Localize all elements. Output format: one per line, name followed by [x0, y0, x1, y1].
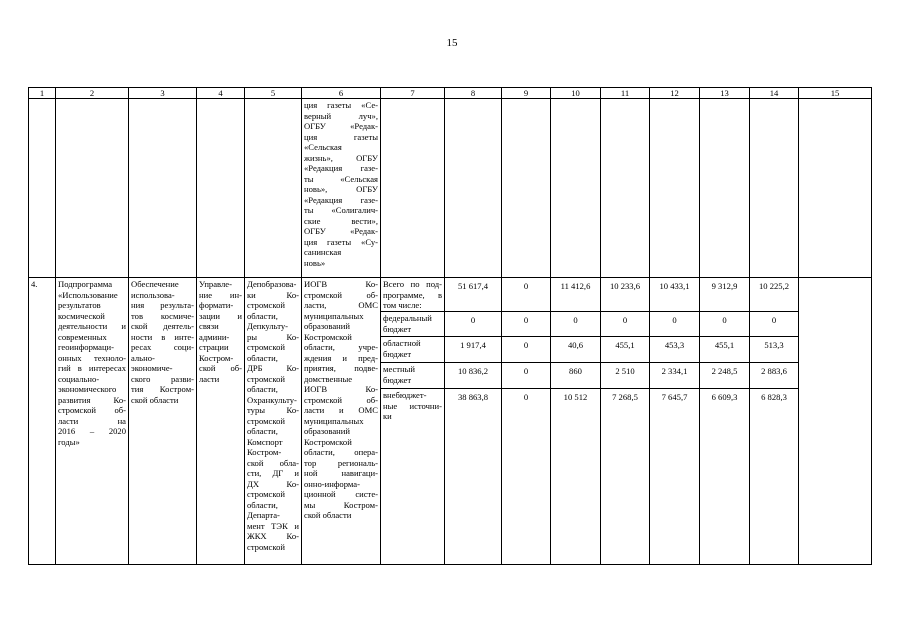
text-line: области, [247, 499, 278, 510]
value-cell: 453,3 [650, 337, 700, 363]
text-line: ция газеты [304, 131, 378, 142]
text-line: современных [58, 331, 107, 342]
text-line: ционной систе- [304, 489, 378, 499]
text-line: области, [247, 352, 278, 363]
text-line: внебюджет- [383, 390, 427, 400]
text-line: ского разви- [131, 373, 194, 384]
text-line: тор региональ- [304, 457, 378, 468]
text-line: ласти на [58, 415, 126, 426]
text-line: ние ин- [199, 289, 242, 300]
value-cell: 0 [650, 312, 700, 337]
text-line: приятия, подве- [304, 363, 378, 373]
text-line: стромской [247, 489, 285, 499]
value-cell: 0 [502, 312, 551, 337]
text-line: годы» [58, 436, 80, 447]
text-line: ские вести», [304, 215, 378, 226]
executors [302, 278, 381, 565]
column-number: 4 [197, 88, 245, 99]
column-number-row [29, 88, 872, 99]
cell [129, 99, 197, 278]
text-line: гий в интересах [58, 363, 126, 373]
text-line: геоинформаци- [58, 342, 115, 352]
continuation-row [29, 99, 872, 278]
value-cell: 10 225,2 [750, 278, 799, 312]
cell [551, 99, 601, 278]
text-line: бюджет [383, 348, 412, 359]
value-cell: 0 [445, 312, 502, 337]
column-number: 12 [650, 88, 700, 99]
text-line: «Редакция газе- [304, 163, 378, 173]
text-line: образований [304, 321, 350, 331]
text-line: сти, ДГ и [247, 468, 299, 478]
text-line: стромской об- [304, 394, 378, 405]
text-line: ресах соци- [131, 342, 194, 352]
column-number: 6 [302, 88, 381, 99]
row-number: 4. [29, 278, 56, 565]
text-line: ДХ Ко- [247, 478, 299, 489]
value-cell: 0 [502, 389, 551, 565]
text-line: Управле- [199, 279, 232, 289]
text-line: муниципальных [304, 310, 364, 321]
value-cell: 0 [750, 312, 799, 337]
source-label [381, 389, 445, 565]
value-cell: 7 268,5 [601, 389, 650, 565]
text-line: онных техноло- [58, 352, 126, 363]
value-cell: 10 433,1 [650, 278, 700, 312]
subprogram-name [56, 278, 129, 565]
value-cell: 860 [551, 363, 601, 389]
text-line: ки Ко- [247, 289, 299, 300]
text-line: экономиче- [131, 363, 173, 373]
text-line: жизнь», ОГБУ [304, 152, 378, 163]
value-cell: 10 512 [551, 389, 601, 565]
text-line: домственные [304, 373, 353, 384]
text-line: стромской об- [304, 289, 378, 300]
subprogram-goal [129, 278, 197, 565]
value-cell: 0 [502, 363, 551, 389]
text-line: программе, в [383, 289, 442, 300]
text-line: зации и [199, 310, 242, 321]
text-line: стромской [247, 373, 285, 384]
text-line: ция газеты «Се- [304, 100, 378, 110]
text-line: связи [199, 321, 219, 331]
text-line: том числе: [383, 300, 422, 310]
value-cell: 513,3 [750, 337, 799, 363]
text-line: тов космиче- [131, 310, 194, 321]
text-line: Костромской [304, 436, 352, 447]
text-line: ОГБУ «Редак- [304, 226, 378, 236]
value-cell: 38 863,8 [445, 389, 502, 565]
cell [650, 99, 700, 278]
text-line: экономического [58, 384, 117, 394]
source-label [381, 337, 445, 363]
text-line: стромской [247, 300, 285, 310]
text-line: областной [383, 338, 421, 348]
text-line: ской области [304, 510, 352, 520]
cell [700, 99, 750, 278]
value-cell: 2 510 [601, 363, 650, 389]
cell [56, 99, 129, 278]
value-cell: 2 248,5 [700, 363, 750, 389]
source-label [381, 278, 445, 312]
column-number: 14 [750, 88, 799, 99]
value-cell: 0 [502, 278, 551, 312]
value-cell: 6 609,3 [700, 389, 750, 565]
text-line: тия Костром- [131, 384, 194, 394]
value-cell: 2 334,1 [650, 363, 700, 389]
text-line: мент ТЭК и [247, 520, 299, 531]
text-line: ОГБУ «Редак- [304, 121, 378, 131]
column-number: 7 [381, 88, 445, 99]
text-line: новь», ОГБУ [304, 184, 378, 194]
text-line: ния результа- [131, 300, 194, 310]
column-number: 11 [601, 88, 650, 99]
text-line: ждения и пред- [304, 352, 378, 363]
text-line: санинская [304, 247, 342, 257]
text-line: 2016 – 2020 [58, 426, 126, 436]
executors-continuation [302, 99, 381, 278]
text-line: ально- [131, 352, 155, 363]
text-line: ные источни- [383, 400, 442, 411]
text-line: «Сельская [304, 142, 342, 152]
column-number: 13 [700, 88, 750, 99]
cell [601, 99, 650, 278]
text-line: ты «Солигалич- [304, 205, 378, 215]
text-line: «Использование [58, 289, 118, 300]
value-cell: 0 [601, 312, 650, 337]
text-line: Всего по под- [383, 279, 442, 289]
text-line: деятельности и [58, 321, 126, 331]
column-number: 9 [502, 88, 551, 99]
text-line: стромской [247, 415, 285, 426]
text-line: ки [383, 411, 392, 421]
column-number: 8 [445, 88, 502, 99]
cell [29, 99, 56, 278]
value-cell: 11 412,6 [551, 278, 601, 312]
source-label [381, 312, 445, 337]
text-line: образований [304, 426, 350, 436]
text-line: верный луч», [304, 110, 378, 121]
text-line: ласти, ОМС [304, 300, 378, 310]
text-line: ласти и ОМС [304, 405, 378, 415]
text-line: ной навигаци- [304, 468, 378, 478]
value-cell: 0 [502, 337, 551, 363]
text-line: новь» [304, 257, 326, 268]
text-line: ты «Сельская [304, 173, 378, 184]
text-line: ция газеты «Су- [304, 236, 378, 247]
text-line: «Редакция газе- [304, 194, 378, 205]
text-line: Департа- [247, 510, 280, 520]
value-cell: 2 883,6 [750, 363, 799, 389]
text-line: Подпрограмма [58, 279, 113, 289]
cell [197, 99, 245, 278]
text-line: ской области [131, 394, 179, 405]
text-line: ЖКХ Ко- [247, 531, 299, 541]
cell [245, 99, 302, 278]
text-line: страции [199, 342, 229, 352]
text-line: формати- [199, 300, 234, 310]
text-line: Охранкульту- [247, 394, 297, 405]
text-line: ДРБ Ко- [247, 363, 299, 373]
text-line: туры Ко- [247, 405, 299, 415]
text-line: онно-информа- [304, 478, 360, 489]
text-line: муниципальных [304, 415, 364, 426]
text-line: Костром- [199, 352, 234, 363]
text-line: ИОГВ Ко- [304, 384, 378, 394]
text-line: области, [247, 310, 278, 321]
column-number: 10 [551, 88, 601, 99]
column-number: 15 [799, 88, 872, 99]
cell [502, 99, 551, 278]
text-line: ской об- [199, 363, 242, 373]
text-line: бюджет [383, 323, 412, 334]
text-line: местный [383, 364, 416, 374]
text-line: Костром- [247, 447, 282, 457]
text-line: развития Ко- [58, 394, 126, 405]
text-line: стромской об- [58, 405, 126, 415]
text-line: Депкульту- [247, 321, 289, 331]
value-cell: 10 836,2 [445, 363, 502, 389]
budget-table [28, 87, 872, 565]
text-line: области, учре- [304, 342, 378, 352]
source-label [381, 363, 445, 389]
value-cell: 455,1 [700, 337, 750, 363]
text-line: ности в инте- [131, 331, 194, 342]
participants [245, 278, 302, 565]
text-line: Обеспечение [131, 279, 179, 289]
value-cell: 0 [700, 312, 750, 337]
value-cell: 1 917,4 [445, 337, 502, 363]
text-line: области, опера- [304, 447, 378, 457]
cell [750, 99, 799, 278]
text-line: бюджет [383, 374, 412, 385]
text-line: социально- [58, 373, 100, 384]
text-line: ИОГВ Ко- [304, 279, 378, 289]
value-cell: 9 312,9 [700, 278, 750, 312]
column-number: 2 [56, 88, 129, 99]
text-line: мы Костром- [304, 499, 378, 510]
page-number: 15 [446, 37, 458, 49]
column-number: 3 [129, 88, 197, 99]
cell [445, 99, 502, 278]
text-line: админи- [199, 331, 230, 342]
cell [799, 278, 872, 565]
text-line: области, [247, 384, 278, 394]
cell [381, 99, 445, 278]
value-cell: 0 [551, 312, 601, 337]
value-cell: 51 617,4 [445, 278, 502, 312]
text-line: использова- [131, 289, 175, 300]
value-cell: 7 645,7 [650, 389, 700, 565]
text-line: Комспорт [247, 436, 283, 447]
text-line: ской деятель- [131, 321, 194, 331]
value-cell: 40,6 [551, 337, 601, 363]
text-line: ской обла- [247, 457, 299, 468]
text-line: ласти [199, 373, 220, 384]
text-line: космической [58, 310, 105, 321]
column-number: 1 [29, 88, 56, 99]
value-cell: 10 233,6 [601, 278, 650, 312]
column-number: 5 [245, 88, 302, 99]
cell [799, 99, 872, 278]
text-line: стромской [247, 342, 285, 352]
text-line: области, [247, 426, 278, 436]
text-line: федеральный [383, 313, 432, 323]
value-cell: 455,1 [601, 337, 650, 363]
text-line: стромской [247, 541, 285, 552]
text-line: результатов [58, 300, 101, 310]
coordinator [197, 278, 245, 565]
text-line: Костромской [304, 331, 352, 342]
text-line: ры Ко- [247, 331, 299, 342]
value-cell: 6 828,3 [750, 389, 799, 565]
subprogram-row-total [29, 278, 872, 312]
text-line: Депобразова- [247, 279, 297, 289]
